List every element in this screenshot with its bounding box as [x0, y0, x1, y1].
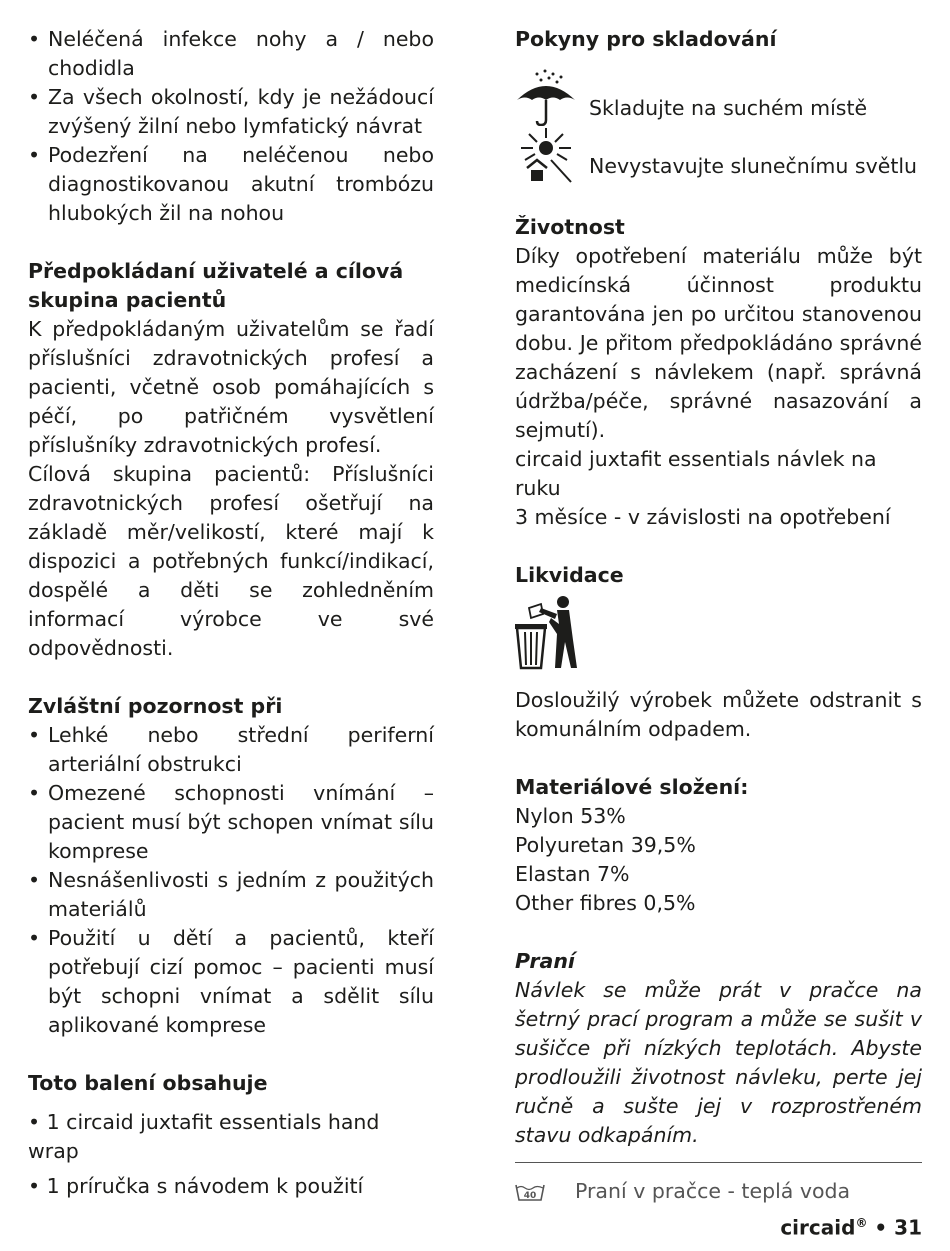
left-column — [28, 25, 434, 1207]
list-item: • Lehké nebo střední periferní arteriální obstrukci — [28, 721, 434, 779]
wash-temperature-label: 40 — [523, 1190, 537, 1201]
page-number: 31 — [894, 1216, 922, 1240]
patient-group-paragraph: Cílová skupina pacientů: Příslušníci zdravotnických profesí ošetřují na základě měr/velikostí, které mají k dispozici a potřebných funkcí/indikací, dospělé a děti se zohledněním informací výrobce ve své odpovědnosti. — [28, 462, 434, 660]
lifetime-heading: Životnost — [515, 215, 625, 239]
material-heading: Materiálové složení: — [515, 775, 749, 799]
brand-name: circaid — [780, 1216, 856, 1240]
contraindication-list — [28, 25, 434, 228]
list-item: Other fibres 0,5% — [515, 891, 696, 915]
lifetime-duration: 3 měsíce - v závislosti na opotřebení — [515, 505, 891, 529]
list-item: • Omezené schopnosti vnímání – pacient musí být schopen vnímat sílu komprese — [28, 779, 434, 866]
right-column — [515, 25, 922, 1206]
list-item: Elastan 7% — [515, 862, 630, 886]
material-list — [515, 802, 922, 918]
users-heading: Předpokládaní uživatelé a cílová skupina pacientů — [28, 259, 404, 312]
storage-dry-row — [515, 68, 922, 126]
umbrella-rain-icon — [515, 68, 577, 126]
wash-heading: Praní — [515, 949, 575, 973]
wash-text: Návlek se může prát v pračce na šetrný prací program a může se sušit v sušičce při nízkých teplotách. Abyste prodloužili životnost návleku, perte jej ručně a sušte jej v rozprostřeném stavu odkapáním. — [515, 978, 922, 1147]
disposal-text: Dosloužilý výrobek můžete odstranit s komunálním odpadem. — [515, 688, 922, 741]
users-paragraph: K předpokládaným uživatelům se řadí příslušníci zdravotnických profesí a pacienti, včetně osob pomáhajících s péčí, po patřičném vysvětlení příslušníky zdravotnických profesí. — [28, 317, 434, 457]
list-item: Nylon 53% — [515, 804, 626, 828]
list-item: • Podezření na neléčenou nebo diagnostikovanou akutní trombózu hlubokých žil na nohou — [28, 141, 434, 228]
caution-list — [28, 721, 434, 1040]
list-item: • Neléčená infekce nohy a / nebo chodidla — [28, 25, 434, 83]
lifetime-paragraph: Díky opotřebení materiálu může být medicínská účinnost produktu garantována jen po určitou stanovenou dobu. Je přitom předpokládáno správné zacházení s návlekem (např. správná údržba/péče, správné nasazování a sejmutí). — [515, 244, 922, 442]
list-item: • Použití u dětí a pacientů, kteří potřebují cizí pomoc – pacienti musí být schopni vnímat a sdělit sílu aplikované komprese — [28, 924, 434, 1040]
footer-separator: • — [867, 1216, 895, 1240]
storage-dry-text: Skladujte na suchém místě — [589, 95, 868, 120]
registered-mark: ® — [855, 1216, 868, 1231]
list-item: • 1 circaid juxtafit essentials hand wrap — [28, 1110, 380, 1163]
washtub-40-icon — [515, 1181, 545, 1203]
package-heading: Toto balení obsahuje — [28, 1071, 268, 1095]
list-item: • Za všech okolností, kdy je nežádoucí zvýšený žilní nebo lymfatický návrat — [28, 83, 434, 141]
divider — [515, 1162, 922, 1163]
caution-heading: Zvláštní pozornost při — [28, 694, 283, 718]
person-bin-icon — [515, 594, 585, 674]
storage-sun-row — [515, 126, 922, 184]
storage-heading: Pokyny pro skladování — [515, 27, 777, 51]
wash-symbol-text: Praní v pračce - teplá voda — [575, 1179, 851, 1203]
list-item: • 1 príručka s návodem k použití — [28, 1174, 364, 1198]
list-item: Polyuretan 39,5% — [515, 833, 696, 857]
wash-symbol-row — [515, 1177, 922, 1206]
list-item: • Nesnášenlivosti s jedním z použitých materiálů — [28, 866, 434, 924]
storage-sun-text: Nevystavujte slunečnímu světlu — [589, 153, 918, 178]
page-footer — [780, 1209, 922, 1243]
lifetime-product: circaid juxtafit essentials návlek na ruku — [515, 447, 877, 500]
package-list — [28, 1108, 434, 1201]
sun-package-icon — [515, 126, 577, 184]
disposal-heading: Likvidace — [515, 563, 624, 587]
